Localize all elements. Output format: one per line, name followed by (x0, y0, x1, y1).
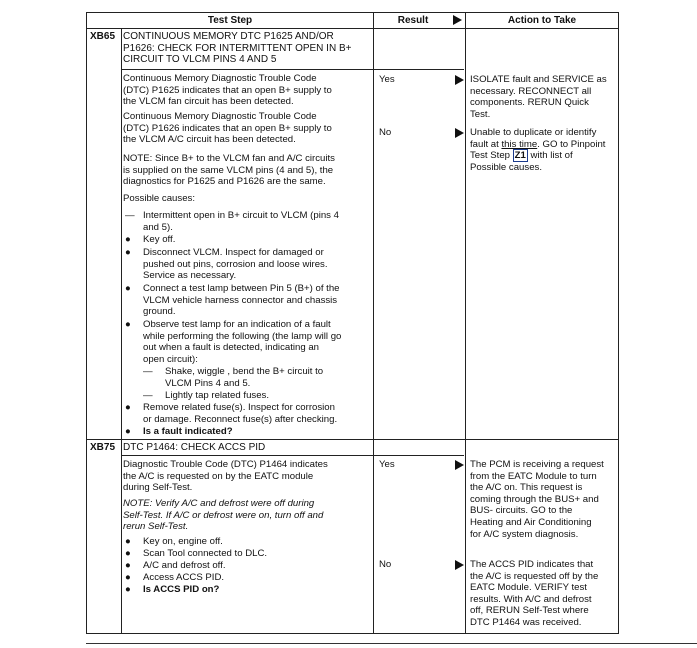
text-line: Disconnect VLCM. Inspect for damaged or (143, 247, 324, 258)
header-rule (87, 28, 618, 29)
page-bottom-rule (86, 643, 697, 644)
text-line (470, 139, 622, 151)
text-line: Self-Test. If A/C or defrost were on, turn off and (123, 509, 324, 521)
text-line: ISOLATE fault and SERVICE as (470, 74, 607, 85)
text-line: Diagnostic Trouble Code (DTC) P1464 indicates (123, 459, 328, 470)
result-no-xb65: No (379, 127, 392, 138)
text-line: off, RERUN Self-Test where (470, 605, 589, 617)
header-action: Action to Take (507, 15, 577, 26)
text-line: Observe test lamp for an indication of a fault (143, 319, 331, 330)
step-code-xb65: XB65 (90, 31, 116, 42)
action-no-xb75 (470, 559, 620, 629)
text-line: Remove related fuse(s). Inspect for corrosion (143, 402, 335, 413)
text-line: Is a fault indicated? (143, 426, 233, 437)
text-line: Service as necessary. (143, 270, 237, 282)
bullet-icon: ● (125, 319, 131, 330)
text-line: Access ACCS PID. (143, 572, 225, 583)
text-line: VLCM Pins 4 and 5. (165, 377, 251, 389)
text-line: Lightly tap related fuses. (165, 390, 269, 401)
text-line: Heating and Air Conditioning (470, 516, 592, 528)
text-span: this time (501, 138, 538, 150)
text-line: the VLCM fan circuit has been detected. (123, 96, 294, 108)
column-divider-code (121, 28, 122, 633)
note-xb75 (123, 498, 373, 533)
text-line: the A/C is requested off by the (470, 570, 599, 582)
header-test-step: Test Step (207, 15, 253, 26)
text-line: (DTC) P1625 indicates that an open B+ supply to (123, 84, 332, 96)
text-line: while performing the following (the lamp will go (143, 330, 342, 342)
text-line: Scan Tool connected to DLC. (143, 548, 268, 559)
dash-icon: — (143, 390, 153, 401)
arrow-right-icon (455, 560, 464, 570)
step-title-xb65 (123, 31, 373, 66)
result-no-xb75: No (379, 559, 392, 570)
text-line: Possible causes. (470, 161, 542, 173)
bullet-icon: ● (125, 234, 131, 245)
arrow-right-icon (455, 128, 464, 138)
text-line: the VLCM A/C circuit has been detected. (123, 134, 296, 146)
result-yes-xb75: Yes (379, 459, 395, 470)
header-arrow-icon (453, 15, 462, 25)
paragraph-p1625 (123, 73, 373, 108)
step-title-rule-xb75 (121, 455, 464, 456)
bullet-icon: ● (125, 548, 131, 559)
text-line: results. With A/C and defrost (470, 593, 592, 605)
text-line: BUS- circuits. GO to the (470, 505, 573, 517)
result-yes-xb65: Yes (379, 74, 395, 85)
text-line: for A/C system diagnosis. (470, 528, 579, 540)
dash-icon: — (125, 210, 135, 221)
text-line: EATC Module. VERIFY test (470, 582, 587, 594)
text-line: DTC P1464 was received. (470, 616, 582, 628)
text-line: NOTE: Since B+ to the VLCM fan and A/C circuits (123, 153, 335, 164)
text-line: The PCM is receiving a request (470, 459, 604, 470)
text-line: Is ACCS PID on? (143, 584, 220, 595)
step-title-line: P1626: CHECK FOR INTERMITTENT OPEN IN B+ (123, 42, 352, 54)
column-divider-result (373, 13, 374, 633)
text-line: Shake, wiggle , bend the B+ circuit to (165, 366, 324, 377)
header-result: Result (397, 15, 429, 26)
text-line: during Self-Test. (123, 482, 193, 494)
action-yes-xb65 (470, 74, 620, 120)
bullet-icon: ● (125, 247, 131, 258)
pinpoint-test-link-z1[interactable]: Z1 (514, 150, 526, 162)
text-line: from the EATC Module to turn (470, 470, 597, 482)
text-line: the A/C is requested on by the EATC module (123, 470, 314, 482)
step-title-line: CIRCUIT TO VLCM PINS 4 AND 5 (123, 54, 277, 66)
text-line: open circuit): (143, 353, 198, 365)
bullet-icon: ● (125, 572, 131, 583)
step-code-xb75: XB75 (90, 442, 116, 453)
step-separator (87, 439, 618, 440)
text-line: Intermittent open in B+ circuit to VLCM (pins 4 (143, 210, 339, 221)
text-line: The ACCS PID indicates that (470, 559, 594, 570)
column-divider-action (465, 13, 466, 633)
bullet-icon: ● (125, 426, 131, 437)
dash-icon: — (143, 366, 153, 377)
action-yes-xb75 (470, 459, 620, 540)
text-line: Continuous Memory Diagnostic Trouble Code (123, 73, 317, 84)
step-title-rule-xb65 (121, 69, 464, 70)
text-line: diagnostics for P1625 and P1626 are the same. (123, 176, 326, 188)
text-line: Connect a test lamp between Pin 5 (B+) of the (143, 283, 340, 294)
action-no-xb65 (470, 127, 622, 173)
text-span: fault at (470, 138, 502, 150)
text-line: VLCM vehicle harness connector and chassis (143, 294, 338, 306)
text-line: out when a fault is detected, indicating an (143, 342, 320, 354)
text-line (470, 150, 622, 162)
text-line: Continuous Memory Diagnostic Trouble Code (123, 111, 317, 122)
note-xb65 (123, 153, 373, 188)
text-line: Key off. (143, 234, 176, 245)
text-line: rerun Self-Test. (123, 521, 189, 533)
text-line: the A/C on. This request is (470, 482, 583, 494)
bullet-icon: ● (125, 584, 131, 595)
arrow-right-icon (455, 75, 464, 85)
text-line: ground. (143, 306, 176, 318)
step-title-line: CONTINUOUS MEMORY DTC P1625 AND/OR (123, 31, 334, 42)
text-line: or damage. Reconnect fuse(s) after checking. (143, 413, 338, 425)
bullet-icon: ● (125, 402, 131, 413)
bullet-icon: ● (125, 283, 131, 294)
paragraph-p1464 (123, 459, 373, 494)
paragraph-p1626 (123, 111, 373, 146)
text-line: coming through the BUS+ and (470, 493, 599, 505)
text-line: A/C and defrost off. (143, 560, 226, 571)
text-line: pushed out pins, corrosion and loose wires. (143, 258, 328, 270)
bullet-icon: ● (125, 560, 131, 571)
text-line: necessary. RECONNECT all (470, 85, 592, 97)
text-span: with list of (527, 150, 573, 162)
arrow-right-icon (455, 460, 464, 470)
text-line: Test. (470, 108, 491, 120)
text-line: components. RERUN Quick (470, 97, 589, 109)
text-line: is supplied on the same VLCM pins (4 and 5), the (123, 164, 334, 176)
text-line: and 5). (143, 221, 173, 233)
text-line: Unable to duplicate or identify (470, 127, 597, 138)
step-title-xb75: DTC P1464: CHECK ACCS PID (123, 442, 266, 453)
text-span: Test Step (470, 150, 513, 162)
text-line: (DTC) P1626 indicates that an open B+ supply to (123, 122, 332, 134)
possible-causes-label: Possible causes: (123, 193, 195, 204)
bullet-icon: ● (125, 536, 131, 547)
text-span: . GO to Pinpoint (537, 138, 606, 150)
text-line: NOTE: Verify A/C and defrost were off during (123, 498, 315, 509)
text-line: Key on, engine off. (143, 536, 223, 547)
diagnostic-test-table (86, 12, 619, 634)
